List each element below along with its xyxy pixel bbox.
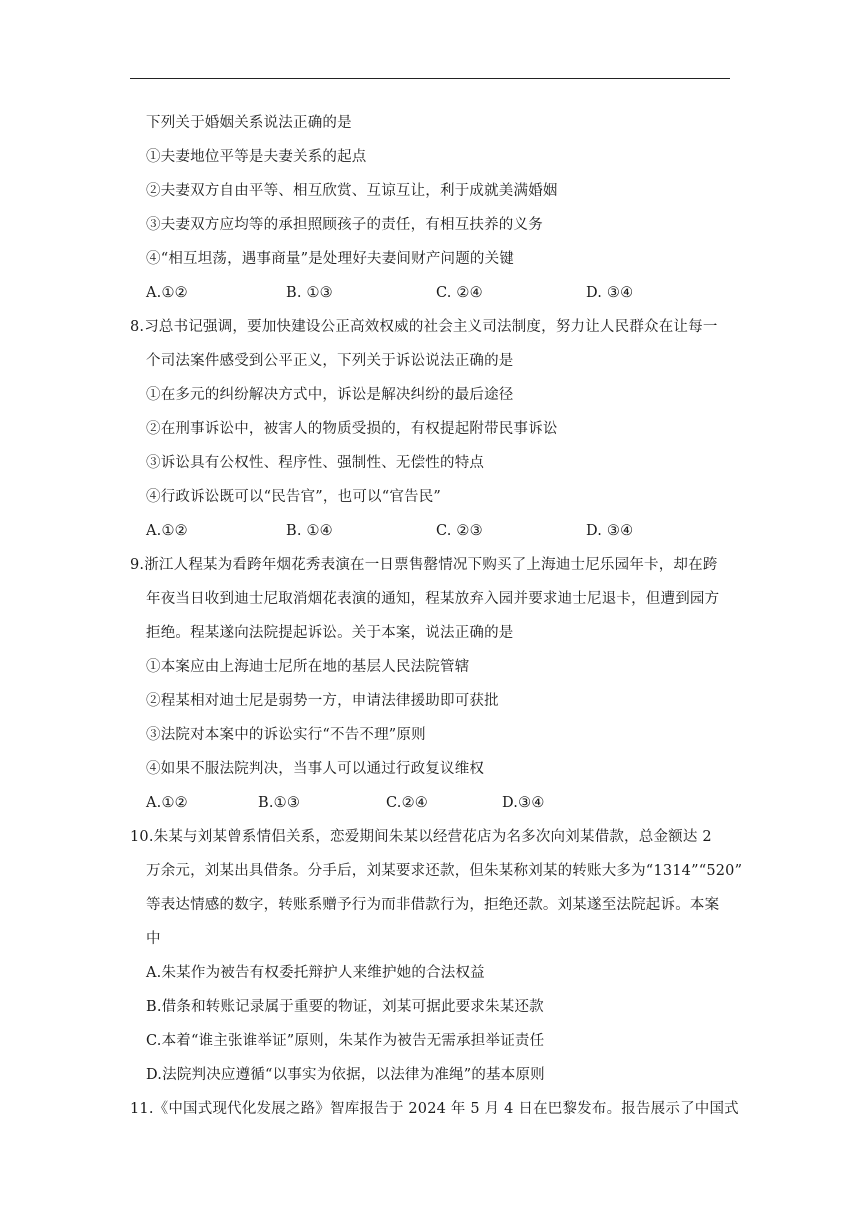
- choice-d: D.③④: [502, 795, 545, 811]
- answer-choices: [130, 786, 736, 820]
- statement-2: ②在刑事诉讼中，被害人的物质受损的，有权提起附带民事诉讼: [146, 421, 558, 437]
- choice-b: B. ①③: [286, 285, 333, 301]
- choice-b: B. ①④: [286, 523, 333, 539]
- statement-3: ③法院对本案中的诉讼实行“不告不理”原则: [146, 727, 426, 743]
- question-stem-line: 万余元，刘某出具借条。分手后，刘某要求还款，但朱某称刘某的转账大多为“1314”“520”: [146, 863, 743, 879]
- choice-d: D. ③④: [586, 285, 634, 301]
- question-8: [130, 310, 736, 548]
- choice-c: C. ②③: [436, 523, 483, 539]
- statement-2: ②程某相对迪士尼是弱势一方，申请法律援助即可获批: [146, 693, 499, 709]
- choice-c: C.②④: [386, 795, 428, 811]
- statement-1: ①夫妻地位平等是夫妻关系的起点: [146, 149, 367, 165]
- question-stem-line: 10.朱某与刘某曾系情侣关系，恋爱期间朱某以经营花店为名多次向刘某借款，总金额达 2: [130, 829, 712, 845]
- exam-page-content: [130, 106, 743, 1126]
- question-10: [130, 820, 743, 1092]
- answer-choices: [130, 276, 736, 310]
- question-11: [130, 1092, 739, 1126]
- question-stem-line: 等表达情感的数字，转账系赠予行为而非借款行为，拒绝还款。刘某遂至法院起诉。本案: [146, 897, 720, 913]
- statement-4: ④如果不服法院判决，当事人可以通过行政复议维权: [146, 761, 485, 777]
- question-stem-line: 8.习总书记强调，要加快建设公正高效权威的社会主义司法制度，努力让人民群众在让每一: [130, 319, 718, 335]
- choice-c: C.本着“谁主张谁举证”原则，朱某作为被告无需承担举证责任: [146, 1033, 545, 1049]
- choice-a: A.朱某作为被告有权委托辩护人来维护她的合法权益: [146, 965, 485, 981]
- choice-d: D.法院判决应遵循“以事实为依据，以法律为准绳”的基本原则: [146, 1067, 545, 1083]
- choice-b: B.借条和转账记录属于重要的物证，刘某可据此要求朱某还款: [146, 999, 544, 1015]
- answer-choices: [130, 514, 736, 548]
- question-stem: 下列关于婚姻关系说法正确的是: [146, 115, 352, 131]
- statement-4: ④行政诉讼既可以“民告官”，也可以“官告民”: [146, 489, 442, 505]
- question-stem-line: 个司法案件感受到公平正义，下列关于诉讼说法正确的是: [146, 353, 514, 369]
- statement-3: ③夫妻双方应均等的承担照顾孩子的责任，有相互扶养的义务: [146, 217, 543, 233]
- header-rule: [130, 78, 730, 79]
- statement-2: ②夫妻双方自由平等、相互欣赏、互谅互让，利于成就美满婚姻: [146, 183, 558, 199]
- question-9: [130, 548, 736, 820]
- question-stem-line: 中: [146, 931, 161, 947]
- choice-a: A.①②: [146, 523, 188, 539]
- question-stem-line: 9.浙江人程某为看跨年烟花秀表演在一日票售罄情况下购买了上海迪士尼乐园年卡，却在跨: [130, 557, 718, 573]
- question-stem-line: 拒绝。程某遂向法院提起诉讼。关于本案，说法正确的是: [146, 625, 514, 641]
- choice-a: A.①②: [146, 285, 188, 301]
- choice-a: A.①②: [146, 795, 188, 811]
- statement-1: ①在多元的纠纷解决方式中，诉讼是解决纠纷的最后途径: [146, 387, 514, 403]
- question-stem-line: 年夜当日收到迪士尼取消烟花表演的通知，程某放弃入园并要求迪士尼退卡，但遭到园方: [146, 591, 720, 607]
- statement-1: ①本案应由上海迪士尼所在地的基层人民法院管辖: [146, 659, 470, 675]
- choice-d: D. ③④: [586, 523, 634, 539]
- choice-b: B.①③: [258, 795, 301, 811]
- question-stem-line: 11.《中国式现代化发展之路》智库报告于 2024 年 5 月 4 日在巴黎发布。报告展示了中国式: [130, 1101, 739, 1117]
- statement-3: ③诉讼具有公权性、程序性、强制性、无偿性的特点: [146, 455, 485, 471]
- question-7: [130, 106, 736, 310]
- statement-4: ④“相互坦荡，遇事商量”是处理好夫妻间财产问题的关键: [146, 251, 515, 267]
- choice-c: C. ②④: [436, 285, 483, 301]
